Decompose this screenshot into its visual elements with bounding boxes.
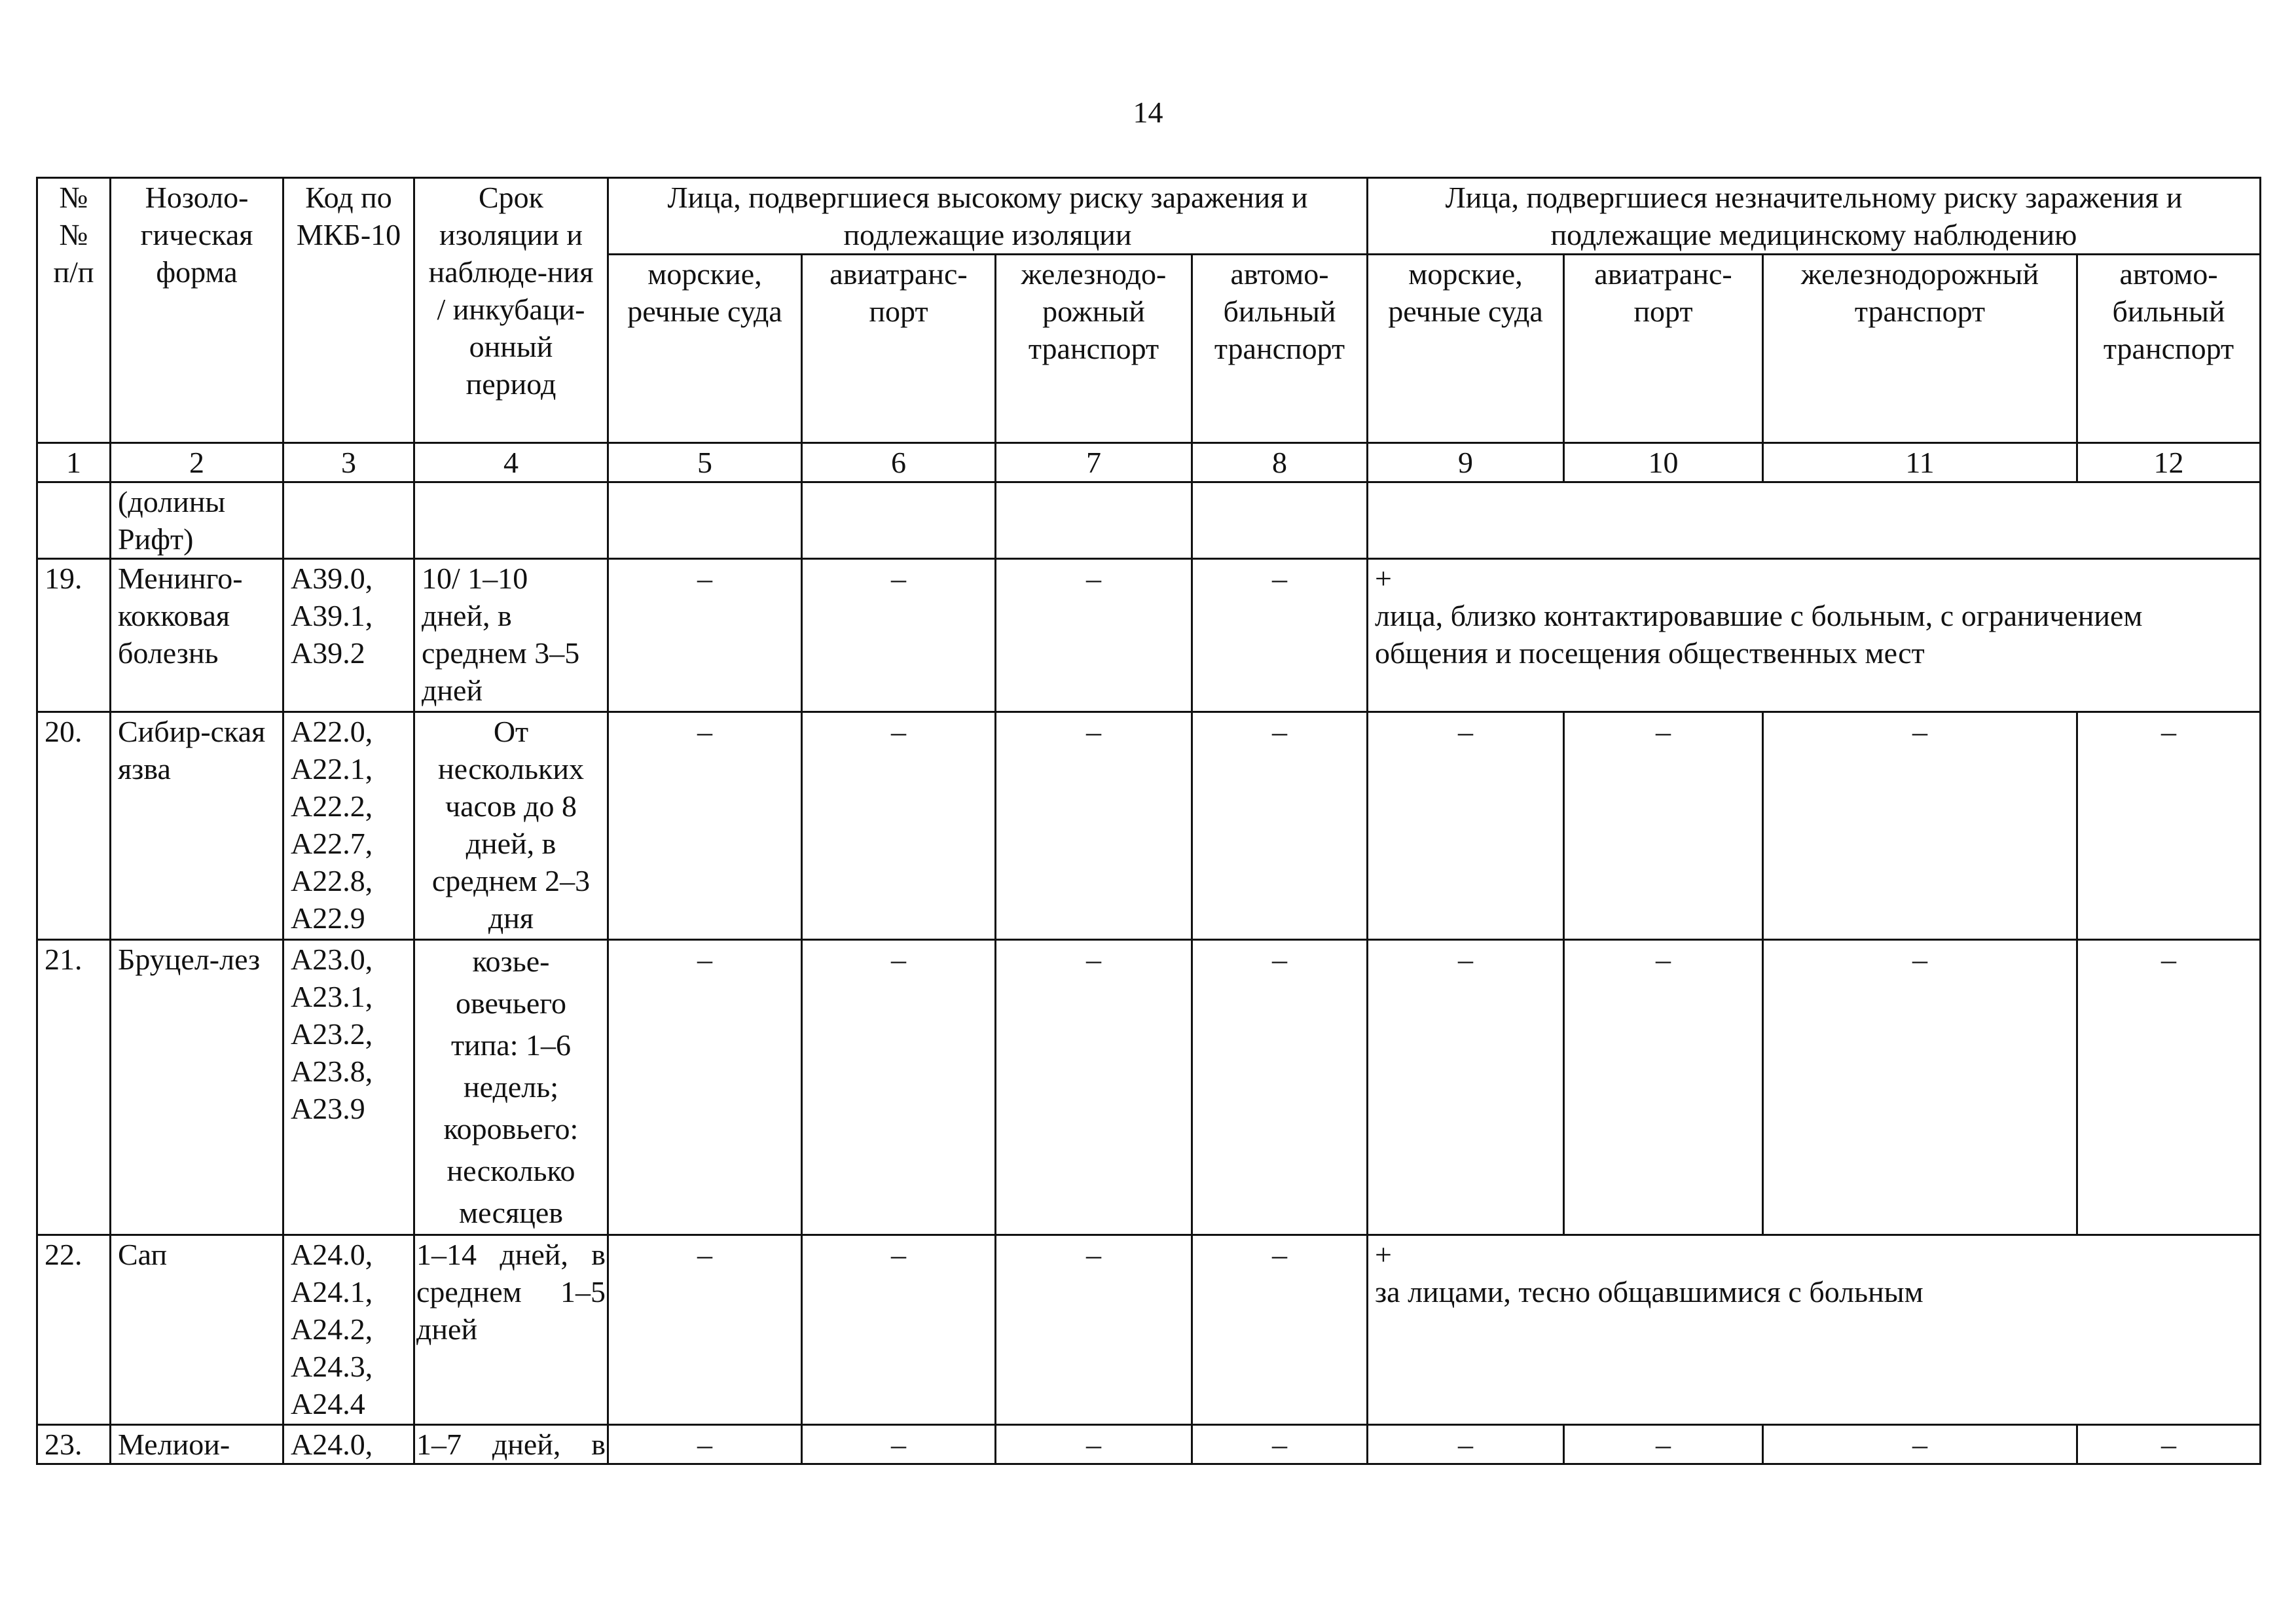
header-form: Нозоло-гическая форма bbox=[111, 178, 283, 443]
cell-dash: – bbox=[802, 1425, 996, 1464]
row-num: 21. bbox=[37, 940, 111, 1235]
header-period: Срок изоляции и наблюде-ния / инкубаци-онный период bbox=[414, 178, 608, 443]
column-numbers-row bbox=[37, 443, 2261, 482]
cell-dash: – bbox=[1192, 712, 1368, 940]
header-auto-2: автомо-бильный транспорт bbox=[2077, 255, 2261, 443]
header-rail-2: железнодорожный транспорт bbox=[1763, 255, 2077, 443]
row-num bbox=[37, 482, 111, 559]
table-row bbox=[37, 940, 2261, 1235]
header-group-low-risk: Лица, подвергшиеся незначительному риску заражения и подлежащие медицинскому наблюдению bbox=[1368, 178, 2261, 255]
cell-dash: – bbox=[608, 1235, 802, 1425]
plus-mark: + bbox=[1375, 562, 1392, 595]
page-number: 14 bbox=[1133, 96, 1163, 129]
col-number: 3 bbox=[283, 443, 414, 482]
cell-dash: – bbox=[996, 559, 1192, 712]
quarantine-table bbox=[36, 177, 2261, 1465]
row-period: От нескольких часов до 8 дней, в среднем 2–3 дня bbox=[414, 712, 608, 940]
row-form: Менинго-кокковая болезнь bbox=[111, 559, 283, 712]
cell-dash: – bbox=[1763, 712, 2077, 940]
row-code bbox=[283, 482, 414, 559]
header-sea: морские, речные суда bbox=[608, 255, 802, 443]
row-code: A39.0, A39.1, A39.2 bbox=[283, 559, 414, 712]
plus-mark: + bbox=[1375, 1238, 1392, 1271]
cell-dash: – bbox=[802, 1235, 996, 1425]
cell-dash: – bbox=[1368, 940, 1564, 1235]
cell-dash: – bbox=[608, 712, 802, 940]
cell-dash: – bbox=[1564, 1425, 1763, 1464]
cell-dash: – bbox=[2077, 1425, 2261, 1464]
row-code: A24.0, A24.1, A24.2, A24.3, A24.4 bbox=[283, 1235, 414, 1425]
header-group-high-risk: Лица, подвергшиеся высокому риску заражения и подлежащие изоляции bbox=[608, 178, 1368, 255]
header-num: № № п/п bbox=[37, 178, 111, 443]
col-number: 6 bbox=[802, 443, 996, 482]
col-number: 1 bbox=[37, 443, 111, 482]
row-num: 19. bbox=[37, 559, 111, 712]
cell-dash: – bbox=[608, 1425, 802, 1464]
cell-dash: – bbox=[1192, 1235, 1368, 1425]
header-auto: автомо-бильный транспорт bbox=[1192, 255, 1368, 443]
row-form: Мелиои- bbox=[111, 1425, 283, 1464]
row-period: козье-овечьего типа: 1–6 недель; коровьего: несколько месяцев bbox=[414, 940, 608, 1235]
row-num: 22. bbox=[37, 1235, 111, 1425]
row-form: Сап bbox=[111, 1235, 283, 1425]
row-num: 20. bbox=[37, 712, 111, 940]
table-row bbox=[37, 559, 2261, 712]
col-number: 11 bbox=[1763, 443, 2077, 482]
row-period: 1–7 дней, в bbox=[414, 1425, 608, 1464]
header-rail: железнодо-рожный транспорт bbox=[996, 255, 1192, 443]
cell-dash: – bbox=[1763, 1425, 2077, 1464]
row-form: Сибир-ская язва bbox=[111, 712, 283, 940]
cell-dash: – bbox=[1763, 940, 2077, 1235]
cell-dash: – bbox=[1564, 712, 1763, 940]
cell-dash: – bbox=[996, 1235, 1192, 1425]
header-sea-2: морские, речные суда bbox=[1368, 255, 1564, 443]
table-row bbox=[37, 482, 2261, 559]
row-code: A23.0, A23.1, A23.2, A23.8, A23.9 bbox=[283, 940, 414, 1235]
cell-dash: – bbox=[802, 712, 996, 940]
row-period: 1–14 дней, в среднем 1–5 дней bbox=[414, 1235, 608, 1425]
cell-dash: – bbox=[608, 940, 802, 1235]
header-air: авиатранс-порт bbox=[802, 255, 996, 443]
cell-dash: – bbox=[802, 940, 996, 1235]
cell-dash: – bbox=[1564, 940, 1763, 1235]
cell-dash: – bbox=[802, 559, 996, 712]
row-form: (долины Рифт) bbox=[111, 482, 283, 559]
col-number: 5 bbox=[608, 443, 802, 482]
cell-dash: – bbox=[996, 1425, 1192, 1464]
row-form: Бруцел-лез bbox=[111, 940, 283, 1235]
row-code: A22.0, A22.1, A22.2, A22.7, A22.8, A22.9 bbox=[283, 712, 414, 940]
cell-dash: – bbox=[608, 559, 802, 712]
row-num: 23. bbox=[37, 1425, 111, 1464]
col-number: 8 bbox=[1192, 443, 1368, 482]
cell-dash: – bbox=[1368, 1425, 1564, 1464]
cell-dash: – bbox=[2077, 940, 2261, 1235]
cell-dash: – bbox=[996, 712, 1192, 940]
cell-dash: – bbox=[996, 940, 1192, 1235]
cell-dash: – bbox=[1192, 559, 1368, 712]
col-number: 10 bbox=[1564, 443, 1763, 482]
cell-dash: – bbox=[1192, 1425, 1368, 1464]
low-risk-note bbox=[1368, 559, 2261, 712]
col-number: 2 bbox=[111, 443, 283, 482]
col-number: 12 bbox=[2077, 443, 2261, 482]
table-row bbox=[37, 712, 2261, 940]
row-code: A24.0, bbox=[283, 1425, 414, 1464]
cell-dash: – bbox=[2077, 712, 2261, 940]
col-number: 7 bbox=[996, 443, 1192, 482]
header-code: Код по МКБ-10 bbox=[283, 178, 414, 443]
low-risk-note bbox=[1368, 1235, 2261, 1425]
cell-dash: – bbox=[1368, 712, 1564, 940]
header-air-2: авиатранс-порт bbox=[1564, 255, 1763, 443]
note-text: лица, близко контактировавшие с больным, с ограничением общения и посещения общественных мест bbox=[1375, 599, 2143, 670]
row-period bbox=[414, 482, 608, 559]
table-row bbox=[37, 1425, 2261, 1464]
col-number: 4 bbox=[414, 443, 608, 482]
row-period: 10/ 1–10 дней, в среднем 3–5 дней bbox=[414, 559, 608, 712]
table-row bbox=[37, 1235, 2261, 1425]
col-number: 9 bbox=[1368, 443, 1564, 482]
cell-dash: – bbox=[1192, 940, 1368, 1235]
note-text: за лицами, тесно общавшимися с больным bbox=[1375, 1275, 1923, 1308]
